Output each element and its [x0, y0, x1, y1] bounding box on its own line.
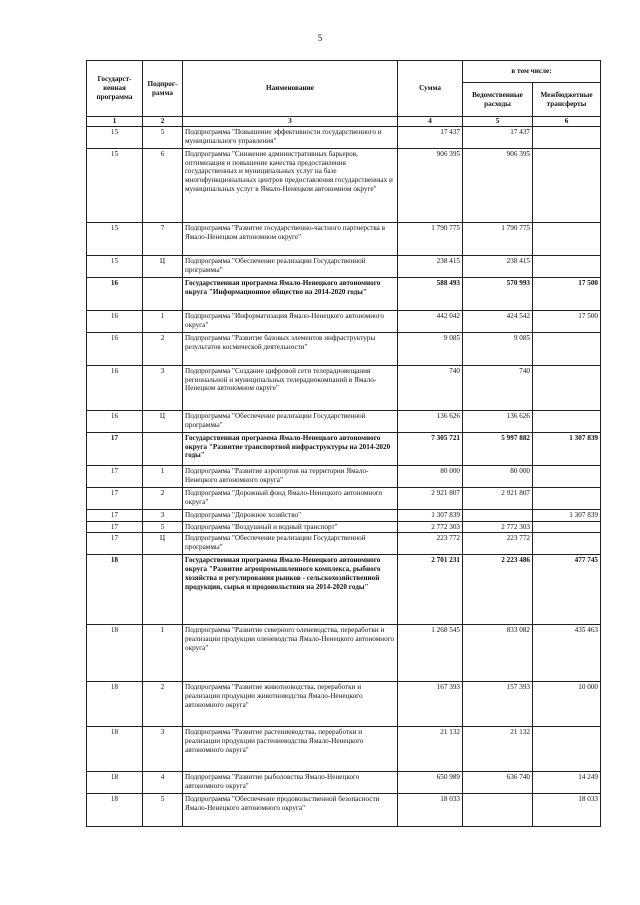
sum-cell: 18 033: [398, 794, 463, 827]
gov-program-cell: 18: [87, 625, 143, 682]
header-sum: Сумма: [398, 61, 463, 117]
name-cell: Подпрограмма "Развитие северного оленеводства, переработки и реализации продукции оленеводства Ямало-Ненецкого автономного округа": [183, 625, 398, 682]
sum-cell: 223 772: [398, 533, 463, 555]
name-cell: Подпрограмма "Создание цифровой сети телерадиовещания региональной и муниципальных телерадиокомпаний в Ямало-Ненецком автономном округе": [183, 365, 398, 410]
name-cell: Подпрограмма "Повышение эффективности государственного и муниципального управления": [183, 126, 398, 148]
subprogram-cell: 1: [143, 625, 183, 682]
departmental-cell: [463, 509, 533, 521]
page-number: 5: [317, 33, 323, 43]
sum-cell: 906 395: [398, 148, 463, 222]
name-cell: Государственная программа Ямало-Ненецкого автономного округа "Информационное общество на 2014-2020 годы": [183, 277, 398, 310]
departmental-cell: 223 772: [463, 533, 533, 555]
subprogram-cell: 6: [143, 148, 183, 222]
subprogram-row: [87, 465, 601, 487]
subprogram-row: [87, 509, 601, 521]
gov-program-cell: 18: [87, 727, 143, 772]
gov-program-cell: 16: [87, 365, 143, 410]
departmental-cell: 636 740: [463, 772, 533, 794]
subprogram-cell: 3: [143, 365, 183, 410]
name-cell: Подпрограмма "Воздушный и водный транспорт": [183, 521, 398, 533]
sum-cell: 21 132: [398, 727, 463, 772]
interbudget-cell: 435 463: [533, 625, 601, 682]
gov-program-cell: 17: [87, 432, 143, 465]
program-row: [87, 277, 601, 310]
departmental-cell: 21 132: [463, 727, 533, 772]
gov-program-cell: 15: [87, 222, 143, 255]
name-cell: Подпрограмма "Снижение административных барьеров, оптимизация и повышение качества предоставления государственных и муниципальных услуг на базе многофункциональных центров предоставления государственных и муниципальных услуг в Ямало-Ненецком автономном округе": [183, 148, 398, 222]
subprogram-row: [87, 332, 601, 365]
subprogram-row: [87, 487, 601, 509]
sum-cell: 2 772 303: [398, 521, 463, 533]
subprogram-row: [87, 410, 601, 432]
subprogram-row: [87, 148, 601, 222]
departmental-cell: 833 082: [463, 625, 533, 682]
subprogram-row: [87, 126, 601, 148]
column-number: 1: [87, 117, 143, 127]
departmental-cell: 570 993: [463, 277, 533, 310]
gov-program-cell: 17: [87, 487, 143, 509]
gov-program-cell: 16: [87, 410, 143, 432]
header-gov-program: Государст-венная программа: [87, 61, 143, 117]
interbudget-cell: [533, 255, 601, 277]
interbudget-cell: [533, 222, 601, 255]
sum-cell: 442 042: [398, 310, 463, 332]
departmental-cell: 136 626: [463, 410, 533, 432]
subprogram-row: [87, 682, 601, 727]
gov-program-cell: 15: [87, 255, 143, 277]
column-number: 6: [533, 117, 601, 127]
departmental-cell: 17 437: [463, 126, 533, 148]
name-cell: Подпрограмма "Развитие государственно-частного партнерства в Ямало-Ненецком автономном округе": [183, 222, 398, 255]
interbudget-cell: 17 500: [533, 277, 601, 310]
sum-cell: 588 493: [398, 277, 463, 310]
subprogram-cell: 7: [143, 222, 183, 255]
interbudget-cell: [533, 126, 601, 148]
name-cell: Государственная программа Ямало-Ненецкого автономного округа "Развитие агропромышленного комплекса, рыбного хозяйства и регулирования рынков - сельскохозяйственной продукции, сырья и продовольствия на 2014-2020 годы": [183, 555, 398, 625]
interbudget-cell: 477 745: [533, 555, 601, 625]
name-cell: Подпрограмма "Дорожное хозяйство": [183, 509, 398, 521]
subprogram-cell: 5: [143, 794, 183, 827]
subprogram-cell: 3: [143, 509, 183, 521]
sum-cell: 1 307 839: [398, 509, 463, 521]
subprogram-row: [87, 365, 601, 410]
departmental-cell: 80 000: [463, 465, 533, 487]
sum-cell: 2 701 231: [398, 555, 463, 625]
subprogram-cell: Ц: [143, 533, 183, 555]
program-row: [87, 555, 601, 625]
column-number: 5: [463, 117, 533, 127]
interbudget-cell: [533, 410, 601, 432]
gov-program-cell: 18: [87, 555, 143, 625]
table-body: [87, 126, 601, 827]
sum-cell: 1 268 545: [398, 625, 463, 682]
name-cell: Подпрограмма "Развитие рыболовства Ямало-Ненецкого автономного округа": [183, 772, 398, 794]
interbudget-cell: [533, 465, 601, 487]
subprogram-cell: 2: [143, 487, 183, 509]
sum-cell: 7 305 721: [398, 432, 463, 465]
departmental-cell: 2 772 303: [463, 521, 533, 533]
departmental-cell: 9 085: [463, 332, 533, 365]
gov-program-cell: 15: [87, 126, 143, 148]
name-cell: Государственная программа Ямало-Ненецкого автономного округа "Развитие транспортной инфраструктуры на 2014-2020 годы": [183, 432, 398, 465]
departmental-cell: 5 997 882: [463, 432, 533, 465]
sum-cell: 167 393: [398, 682, 463, 727]
subprogram-row: [87, 310, 601, 332]
name-cell: Подпрограмма "Обеспечение реализации Государственной программы": [183, 410, 398, 432]
departmental-cell: 906 395: [463, 148, 533, 222]
column-number: 3: [183, 117, 398, 127]
departmental-cell: 740: [463, 365, 533, 410]
interbudget-cell: [533, 487, 601, 509]
gov-program-cell: 17: [87, 521, 143, 533]
subprogram-cell: 2: [143, 332, 183, 365]
subprogram-cell: 5: [143, 521, 183, 533]
name-cell: Подпрограмма "Информатизация Ямало-Ненецкого автономного округа": [183, 310, 398, 332]
sum-cell: 740: [398, 365, 463, 410]
gov-program-cell: 16: [87, 310, 143, 332]
subprogram-row: [87, 794, 601, 827]
gov-program-cell: 17: [87, 465, 143, 487]
sum-cell: 238 415: [398, 255, 463, 277]
interbudget-cell: 1 307 839: [533, 432, 601, 465]
subprogram-cell: 3: [143, 727, 183, 772]
gov-program-cell: 15: [87, 148, 143, 222]
sum-cell: 2 921 807: [398, 487, 463, 509]
sum-cell: 650 989: [398, 772, 463, 794]
subprogram-row: [87, 255, 601, 277]
interbudget-cell: [533, 365, 601, 410]
subprogram-row: [87, 521, 601, 533]
name-cell: Подпрограмма "Развитие аэропортов на территории Ямало-Ненецкого автономного округа": [183, 465, 398, 487]
header-name: Наименование: [183, 61, 398, 117]
program-row: [87, 432, 601, 465]
name-cell: Подпрограмма "Дорожный фонд Ямало-Ненецкого автономного округа": [183, 487, 398, 509]
subprogram-row: [87, 625, 601, 682]
subprogram-row: [87, 772, 601, 794]
sum-cell: 17 437: [398, 126, 463, 148]
name-cell: Подпрограмма "Развитие растениеводства, переработки и реализации продукции растениеводства Ямало-Ненецкого автономного округа": [183, 727, 398, 772]
header-interbudget: Межбюджетные трансферты: [533, 83, 601, 117]
departmental-cell: 2 223 486: [463, 555, 533, 625]
sum-cell: 136 626: [398, 410, 463, 432]
departmental-cell: 2 921 807: [463, 487, 533, 509]
interbudget-cell: 14 249: [533, 772, 601, 794]
name-cell: Подпрограмма "Обеспечение реализации Государственной программы": [183, 533, 398, 555]
gov-program-cell: 18: [87, 772, 143, 794]
interbudget-cell: [533, 727, 601, 772]
departmental-cell: 157 393: [463, 682, 533, 727]
gov-program-cell: 17: [87, 533, 143, 555]
gov-program-cell: 18: [87, 682, 143, 727]
interbudget-cell: 1 307 839: [533, 509, 601, 521]
subprogram-cell: 4: [143, 772, 183, 794]
sum-cell: 80 000: [398, 465, 463, 487]
sum-cell: 9 085: [398, 332, 463, 365]
departmental-cell: 238 415: [463, 255, 533, 277]
subprogram-cell: Ц: [143, 410, 183, 432]
interbudget-cell: 17 500: [533, 310, 601, 332]
subprogram-cell: [143, 277, 183, 310]
gov-program-cell: 18: [87, 794, 143, 827]
departmental-cell: [463, 794, 533, 827]
interbudget-cell: [533, 332, 601, 365]
column-number: 4: [398, 117, 463, 127]
subprogram-cell: 1: [143, 465, 183, 487]
interbudget-cell: [533, 533, 601, 555]
budget-table: [86, 60, 601, 827]
subprogram-row: [87, 727, 601, 772]
column-number: 2: [143, 117, 183, 127]
interbudget-cell: 18 033: [533, 794, 601, 827]
interbudget-cell: 10 000: [533, 682, 601, 727]
gov-program-cell: 16: [87, 332, 143, 365]
gov-program-cell: 17: [87, 509, 143, 521]
subprogram-cell: [143, 555, 183, 625]
subprogram-cell: 5: [143, 126, 183, 148]
subprogram-cell: 2: [143, 682, 183, 727]
header-including: в том числе:: [463, 61, 601, 83]
interbudget-cell: [533, 148, 601, 222]
header-subprogram: Подпрог-рамма: [143, 61, 183, 117]
name-cell: Подпрограмма "Обеспечение реализации Государственной программы": [183, 255, 398, 277]
subprogram-row: [87, 222, 601, 255]
interbudget-cell: [533, 521, 601, 533]
subprogram-cell: 1: [143, 310, 183, 332]
departmental-cell: 1 790 775: [463, 222, 533, 255]
gov-program-cell: 16: [87, 277, 143, 310]
name-cell: Подпрограмма "Обеспечение продовольственной безопасности Ямало-Ненецкого автономного округа": [183, 794, 398, 827]
subprogram-cell: Ц: [143, 255, 183, 277]
header-departmental: Ведомственные расходы: [463, 83, 533, 117]
name-cell: Подпрограмма "Развитие животноводства, переработки и реализации продукции животноводства Ямало-Ненецкого автономного округа": [183, 682, 398, 727]
departmental-cell: 424 542: [463, 310, 533, 332]
sum-cell: 1 790 775: [398, 222, 463, 255]
subprogram-cell: [143, 432, 183, 465]
subprogram-row: [87, 533, 601, 555]
name-cell: Подпрограмма "Развитие базовых элементов инфраструктуры результатов космической деятельности": [183, 332, 398, 365]
